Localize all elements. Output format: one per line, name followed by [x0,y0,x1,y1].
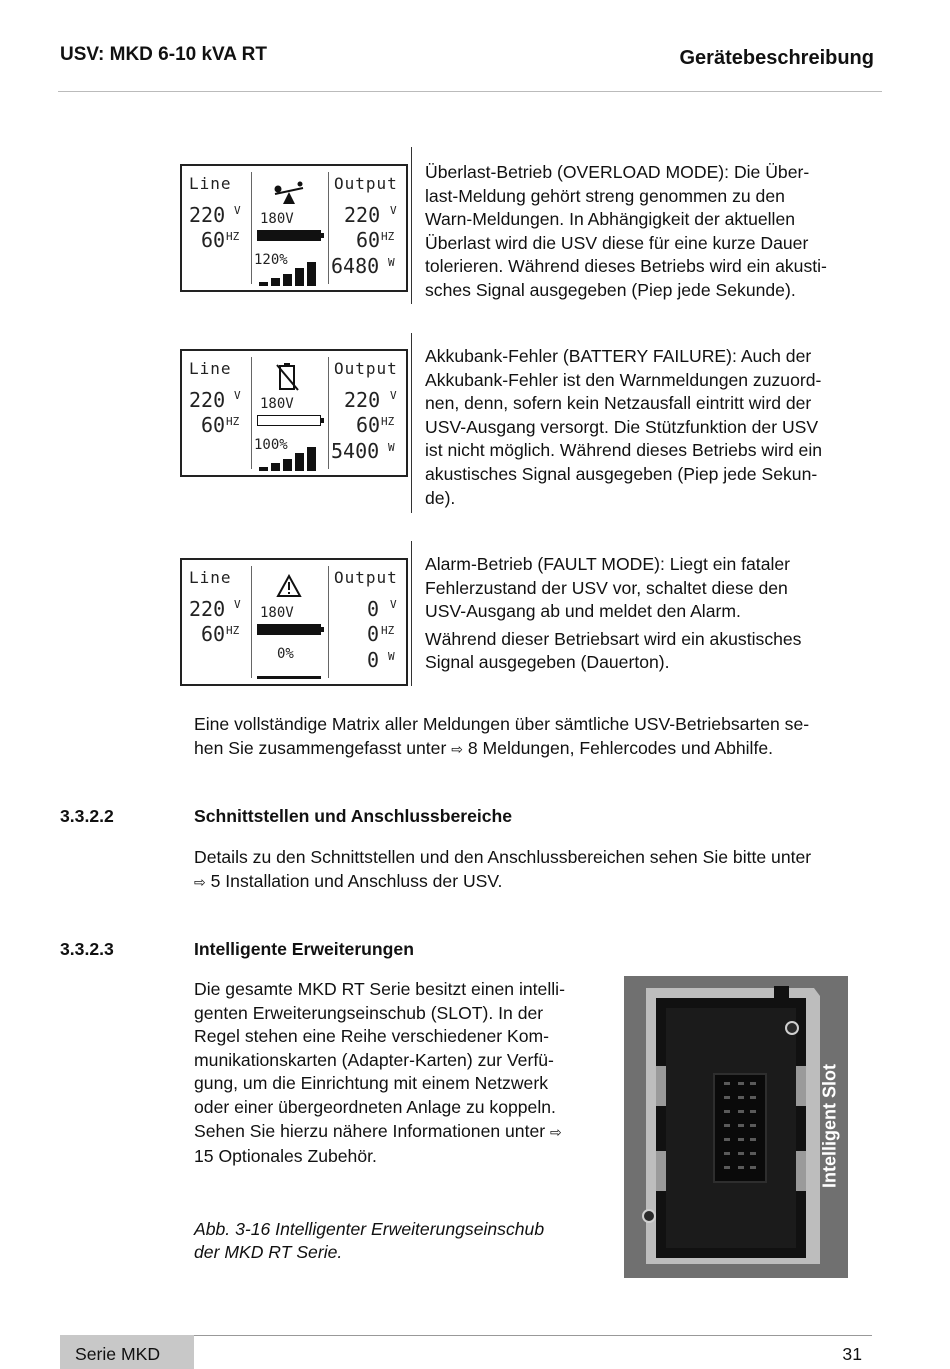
lcd-unit-hz: HZ [381,624,395,637]
lcd-unit-hz: HZ [381,230,395,243]
lcd-unit-v: V [390,389,397,402]
page-number: 31 [842,1344,862,1364]
lcd-output-power: 6480 [331,254,380,278]
lcd-unit-w: W [388,441,395,454]
lcd-output-label: Output [334,359,398,378]
lcd-bar-voltage: 180V [260,211,294,227]
overload-description: Überlast-Betrieb (OVERLOAD MODE): Die Über- last-Meldung gehört streng genommen zu den Warn-Meldungen. In Abhängigkeit der aktuellen Überlast wird die USV diese für eine kurze Dauer tolerieren. Während dieses Betriebs wird ein akusti- sches Signal ausgegeben (Piep jede Sekunde). [425,162,827,300]
vertical-divider [411,333,412,513]
lcd-load-percent: 100% [254,437,288,453]
section-number: 3.3.2.2 [60,806,114,826]
overload-seesaw-icon [272,180,306,208]
lcd-display-fault [180,558,408,686]
section-title: Schnittstellen und Anschlussbereiche [194,806,513,826]
lcd-output-power: 0 [367,648,380,672]
lcd-unit-v: V [234,389,241,402]
warning-triangle-icon [276,574,302,598]
lcd-voltage-bar-empty [257,415,321,426]
lcd-output-power: 5400 [331,439,380,463]
lcd-unit-hz: HZ [226,230,240,243]
lcd-display-overload [180,164,408,292]
lcd-line-label: Line [189,568,232,587]
lcd-line-voltage: 220 [189,203,226,227]
header-title-left: USV: MKD 6-10 kVA RT [60,44,267,65]
section-number: 3.3.2.3 [60,939,114,959]
lcd-output-voltage: 0 [367,597,380,621]
lcd-unit-hz: HZ [226,415,240,428]
lcd-bar-voltage: 180V [260,396,294,412]
header-divider [58,91,882,92]
section-title: Intelligente Erweiterungen [194,939,414,959]
header-title-right: Gerätebeschreibung [679,47,874,69]
footer-series-label: Serie MKD [75,1344,161,1364]
lcd-output-label: Output [334,568,398,587]
lcd-bar-voltage: 180V [260,605,294,621]
lcd-load-percent: 120% [254,252,288,268]
arrow-right-icon: ⇨ [194,874,206,891]
lcd-unit-v: V [390,204,397,217]
lcd-output-frequency: 60 [356,228,381,252]
lcd-output-frequency: 0 [367,622,380,646]
lcd-unit-v: V [234,598,241,611]
lcd-unit-v: V [234,204,241,217]
footer-divider [194,1335,872,1336]
lcd-line-frequency: 60 [201,228,226,252]
matrix-reference-link[interactable]: 8 Meldungen, Fehlercodes und Abhilfe. [467,737,774,758]
matrix-paragraph: Eine vollständige Matrix aller Meldungen über sämtliche USV-Betriebsarten se- hen Sie zusammengefasst unter ⇨ 8 Meldungen, Fehlercodes und Abhilfe. [194,714,810,758]
lcd-unit-hz: HZ [226,624,240,637]
battery-crossed-icon [276,361,300,391]
figure-caption: Abb. 3-16 Intelligenter Erweiterungseinschub der MKD RT Serie. [194,1219,545,1262]
lcd-line-voltage: 220 [189,597,226,621]
battery-failure-description: Akkubank-Fehler (BATTERY FAILURE): Auch der Akkubank-Fehler ist den Warnmeldungen zuzuord- nen, denn, sofern kein Netzausfall eintritt wird der USV-Ausgang versorgt. Die Stützfunktion der USV ist nicht möglich. Während dieses Betriebs wird ein akustisches Signal ausgegeben (Piep jede Sekun- de). [425,346,823,508]
lcd-unit-w: W [388,256,395,269]
vertical-divider [411,147,412,304]
section-3322-paragraph: Details zu den Schnittstellen und den Anschlussbereichen sehen Sie bitte unter ⇨ 5 Installation und Anschluss der USV. [194,847,812,891]
section-3323-paragraph: Die gesamte MKD RT Serie besitzt einen intelli- genten Erweiterungseinschub (SLOT). In der Regel stehen eine Reihe verschiedener Kom- munikationskarten (Adapter-Karten) zur Verfü- gung, um die Einrichtung mit einem Netzwerk oder einer übergeordneten Anlage zu koppeln. Sehen Sie hierzu nähere Informationen unter ⇨ 15 Optionales Zubehör. [194,978,565,1169]
vertical-divider [411,541,412,686]
lcd-output-voltage: 220 [344,203,381,227]
lcd-line-label: Line [189,174,232,193]
lcd-unit-hz: HZ [381,415,395,428]
photo-slot-label: Intelligent Slot [819,1064,840,1188]
lcd-display-battery-failure [180,349,408,477]
lcd-line-frequency: 60 [201,622,226,646]
lcd-load-percent: 0% [277,646,294,662]
lcd-output-frequency: 60 [356,413,381,437]
installation-reference-link[interactable]: 5 Installation und Anschluss der USV. [210,870,503,891]
lcd-unit-v: V [390,598,397,611]
accessories-reference-link[interactable]: 15 Optionales Zubehör. [194,1146,377,1167]
lcd-unit-w: W [388,650,395,663]
lcd-voltage-bar [257,230,321,241]
lcd-voltage-bar [257,624,321,635]
fault-description: Alarm-Betrieb (FAULT MODE): Liegt ein fataler Fehlerzustand der USV vor, schaltet diese den USV-Ausgang ab und meldet den Alarm. Während dieser Betriebsart wird ein akustisches Signal ausgegeben (Dauerton). [425,554,802,673]
arrow-right-icon: ⇨ [550,1124,562,1141]
intelligent-slot-photo [624,976,848,1278]
lcd-output-label: Output [334,174,398,193]
lcd-output-voltage: 220 [344,388,381,412]
lcd-line-voltage: 220 [189,388,226,412]
lcd-line-frequency: 60 [201,413,226,437]
lcd-line-label: Line [189,359,232,378]
arrow-right-icon: ⇨ [451,741,463,758]
